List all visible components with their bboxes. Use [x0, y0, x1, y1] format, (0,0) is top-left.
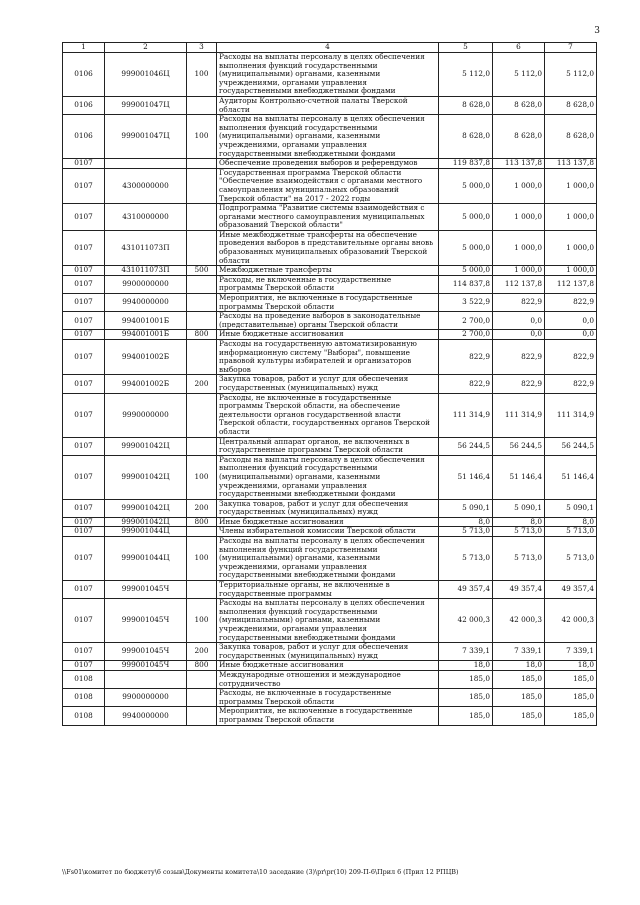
expense-type-cell — [187, 159, 217, 169]
table-row — [63, 294, 597, 312]
table-row — [63, 312, 597, 330]
table-row — [63, 53, 597, 97]
expense-type-cell: 200 — [187, 375, 217, 393]
amount-col6-cell: 1 000,0 — [493, 204, 545, 231]
expense-type-cell: 100 — [187, 115, 217, 159]
target-article-cell: 4300000000 — [105, 168, 187, 203]
table-row — [63, 375, 597, 393]
amount-col7-cell: 1 000,0 — [545, 230, 597, 265]
target-article-cell: 999001044Ц — [105, 527, 187, 537]
target-article-cell: 9900000000 — [105, 275, 187, 293]
amount-col6-cell: 111 314,9 — [493, 393, 545, 437]
amount-col5-cell: 5 090,1 — [439, 499, 493, 517]
amount-col7-cell: 111 314,9 — [545, 393, 597, 437]
target-article-cell: 9990000000 — [105, 393, 187, 437]
expense-type-cell: 100 — [187, 537, 217, 581]
amount-col5-cell: 2 700,0 — [439, 312, 493, 330]
amount-col6-cell: 1 000,0 — [493, 230, 545, 265]
item-name-cell: Территориальные органы, не включенные в государственные программы — [217, 581, 439, 599]
target-article-cell — [105, 159, 187, 169]
section-code-cell: 0107 — [63, 312, 105, 330]
section-code-cell: 0107 — [63, 499, 105, 517]
amount-col7-cell: 185,0 — [545, 707, 597, 725]
table-row — [63, 330, 597, 340]
expense-type-cell — [187, 437, 217, 455]
item-name-cell: Мероприятия, не включенные в государственные программы Тверской области — [217, 294, 439, 312]
item-name-cell: Расходы на проведение выборов в законодательные (представительные) органы Тверской области — [217, 312, 439, 330]
amount-col7-cell: 185,0 — [545, 670, 597, 688]
table-row — [63, 517, 597, 527]
section-code-cell: 0107 — [63, 527, 105, 537]
section-code-cell: 0106 — [63, 53, 105, 97]
table-row — [63, 393, 597, 437]
item-name-cell: Подпрограмма "Развитие системы взаимодействия с органами местного самоуправления муниципальных образований Тверской области" — [217, 204, 439, 231]
table-row — [63, 689, 597, 707]
expense-type-cell: 200 — [187, 499, 217, 517]
amount-col5-cell: 114 837,8 — [439, 275, 493, 293]
expense-type-cell — [187, 204, 217, 231]
section-code-cell: 0107 — [63, 455, 105, 499]
item-name-cell: Расходы, не включенные в государственные программы Тверской области — [217, 275, 439, 293]
amount-col5-cell: 5 000,0 — [439, 168, 493, 203]
target-article-cell: 994001002Б — [105, 340, 187, 375]
amount-col6-cell: 0,0 — [493, 330, 545, 340]
item-name-cell: Расходы на выплаты персоналу в целях обеспечения выполнения функций государственными (муниципальными) органами, казенными учреждениями, органами управления государственными внебюджетными фондами — [217, 115, 439, 159]
target-article-cell — [105, 670, 187, 688]
amount-col5-cell: 5 000,0 — [439, 230, 493, 265]
section-code-cell: 0107 — [63, 599, 105, 643]
target-article-cell: 9940000000 — [105, 294, 187, 312]
item-name-cell: Члены избирательной комиссии Тверской области — [217, 527, 439, 537]
section-code-cell: 0108 — [63, 689, 105, 707]
expense-type-cell — [187, 312, 217, 330]
amount-col5-cell: 7 339,1 — [439, 643, 493, 661]
expense-type-cell: 800 — [187, 661, 217, 671]
amount-col6-cell: 822,9 — [493, 294, 545, 312]
section-code-cell: 0107 — [63, 581, 105, 599]
target-article-cell: 999001047Ц — [105, 115, 187, 159]
expense-type-cell: 800 — [187, 517, 217, 527]
section-code-cell: 0107 — [63, 517, 105, 527]
amount-col6-cell: 185,0 — [493, 707, 545, 725]
table-row — [63, 340, 597, 375]
amount-col5-cell: 8 628,0 — [439, 115, 493, 159]
table-row — [63, 275, 597, 293]
target-article-cell: 9940000000 — [105, 707, 187, 725]
amount-col5-cell: 822,9 — [439, 340, 493, 375]
item-name-cell: Расходы на выплаты персоналу в целях обеспечения выполнения функций государственными (муниципальными) органами, казенными учреждениями, органами управления государственными внебюджетными фондами — [217, 599, 439, 643]
item-name-cell: Расходы на выплаты персоналу в целях обеспечения выполнения функций государственными (муниципальными) органами, казенными учреждениями, органами управления государственными внебюджетными фондами — [217, 455, 439, 499]
amount-col5-cell: 3 522,9 — [439, 294, 493, 312]
item-name-cell: Государственная программа Тверской области "Обеспечение взаимодействия с органами местного самоуправления муниципальных образований Тверской области" на 2017 - 2022 годы — [217, 168, 439, 203]
section-code-cell: 0107 — [63, 275, 105, 293]
expense-type-cell — [187, 707, 217, 725]
table-row — [63, 159, 597, 169]
item-name-cell: Центральный аппарат органов, не включенных в государственные программы Тверской области — [217, 437, 439, 455]
footer-file-path: \\Fs01\комитет по бюджету\6 созыв\Документы комитета\10 заседание (3)\pr\pr(10) 209-П-6\Прил 6 (Прил 12 РПЦВ) — [62, 868, 459, 876]
amount-col7-cell: 42 000,3 — [545, 599, 597, 643]
expense-type-cell: 100 — [187, 599, 217, 643]
table-row — [63, 707, 597, 725]
amount-col7-cell: 822,9 — [545, 340, 597, 375]
amount-col5-cell: 5 713,0 — [439, 537, 493, 581]
amount-col5-cell: 111 314,9 — [439, 393, 493, 437]
table-row — [63, 204, 597, 231]
item-name-cell: Расходы, не включенные в государственные программы Тверской области, на обеспечение деятельности органов государственной власти Тверской области, государственных органов Тверской области — [217, 393, 439, 437]
section-code-cell: 0107 — [63, 204, 105, 231]
table-row — [63, 537, 597, 581]
amount-col7-cell: 0,0 — [545, 330, 597, 340]
expense-type-cell — [187, 393, 217, 437]
target-article-cell: 431011073П — [105, 266, 187, 276]
amount-col6-cell: 8,0 — [493, 517, 545, 527]
table-row — [63, 266, 597, 276]
section-code-cell: 0107 — [63, 330, 105, 340]
section-code-cell: 0107 — [63, 661, 105, 671]
section-code-cell: 0107 — [63, 375, 105, 393]
amount-col7-cell: 8,0 — [545, 517, 597, 527]
amount-col5-cell: 2 700,0 — [439, 330, 493, 340]
amount-col7-cell: 822,9 — [545, 375, 597, 393]
expense-type-cell — [187, 168, 217, 203]
expense-type-cell — [187, 294, 217, 312]
item-name-cell: Мероприятия, не включенные в государственные программы Тверской области — [217, 707, 439, 725]
amount-col7-cell: 5 713,0 — [545, 537, 597, 581]
table-row — [63, 168, 597, 203]
amount-col6-cell: 1 000,0 — [493, 266, 545, 276]
target-article-cell: 994001002Б — [105, 375, 187, 393]
item-name-cell: Международные отношения и международное сотрудничество — [217, 670, 439, 688]
table-row — [63, 230, 597, 265]
section-code-cell: 0107 — [63, 437, 105, 455]
target-article-cell: 999001045Ч — [105, 599, 187, 643]
amount-col7-cell: 185,0 — [545, 689, 597, 707]
amount-col7-cell: 113 137,8 — [545, 159, 597, 169]
expense-type-cell: 200 — [187, 643, 217, 661]
amount-col6-cell: 18,0 — [493, 661, 545, 671]
amount-col6-cell: 5 090,1 — [493, 499, 545, 517]
item-name-cell: Иные бюджетные ассигнования — [217, 661, 439, 671]
section-code-cell: 0107 — [63, 340, 105, 375]
item-name-cell: Закупка товаров, работ и услуг для обеспечения государственных (муниципальных) нужд — [217, 643, 439, 661]
table-row — [63, 455, 597, 499]
section-code-cell: 0107 — [63, 643, 105, 661]
amount-col6-cell: 49 357,4 — [493, 581, 545, 599]
table-row — [63, 499, 597, 517]
item-name-cell: Расходы на государственную автоматизированную информационную систему "Выборы", повышение правовой культуры избирателей и организаторов выборов — [217, 340, 439, 375]
amount-col7-cell: 1 000,0 — [545, 204, 597, 231]
amount-col5-cell: 49 357,4 — [439, 581, 493, 599]
header-row — [63, 43, 597, 53]
target-article-cell: 999001044Ц — [105, 537, 187, 581]
amount-col7-cell: 822,9 — [545, 294, 597, 312]
amount-col5-cell: 56 244,5 — [439, 437, 493, 455]
amount-col5-cell: 185,0 — [439, 670, 493, 688]
amount-col7-cell: 8 628,0 — [545, 96, 597, 114]
amount-col5-cell: 8 628,0 — [439, 96, 493, 114]
amount-col5-cell: 119 837,8 — [439, 159, 493, 169]
amount-col5-cell: 822,9 — [439, 375, 493, 393]
amount-col6-cell: 42 000,3 — [493, 599, 545, 643]
amount-col6-cell: 822,9 — [493, 340, 545, 375]
table-row — [63, 96, 597, 114]
amount-col5-cell: 42 000,3 — [439, 599, 493, 643]
amount-col7-cell: 56 244,5 — [545, 437, 597, 455]
item-name-cell: Обеспечение проведения выборов и референдумов — [217, 159, 439, 169]
amount-col7-cell: 5 713,0 — [545, 527, 597, 537]
section-code-cell: 0108 — [63, 670, 105, 688]
table-row — [63, 599, 597, 643]
amount-col6-cell: 185,0 — [493, 670, 545, 688]
item-name-cell: Иные межбюджетные трансферты на обеспечение проведения выборов в представительные органы вновь образованных муниципальных образований Тверской области — [217, 230, 439, 265]
table-row — [63, 643, 597, 661]
item-name-cell: Расходы на выплаты персоналу в целях обеспечения выполнения функций государственными (муниципальными) органами, казенными учреждениями, органами управления государственными внебюджетными фондами — [217, 537, 439, 581]
header-col-5: 5 — [439, 43, 493, 53]
amount-col7-cell: 8 628,0 — [545, 115, 597, 159]
target-article-cell: 999001045Ч — [105, 643, 187, 661]
section-code-cell: 0106 — [63, 115, 105, 159]
target-article-cell: 999001045Ч — [105, 661, 187, 671]
target-article-cell: 999001042Ц — [105, 437, 187, 455]
header-col-3: 3 — [187, 43, 217, 53]
target-article-cell: 999001046Ц — [105, 53, 187, 97]
expense-type-cell — [187, 230, 217, 265]
expense-type-cell — [187, 581, 217, 599]
table-row — [63, 661, 597, 671]
expense-type-cell — [187, 527, 217, 537]
amount-col7-cell: 18,0 — [545, 661, 597, 671]
section-code-cell: 0107 — [63, 393, 105, 437]
amount-col5-cell: 5 112,0 — [439, 53, 493, 97]
amount-col7-cell: 0,0 — [545, 312, 597, 330]
amount-col6-cell: 113 137,8 — [493, 159, 545, 169]
target-article-cell: 9900000000 — [105, 689, 187, 707]
amount-col6-cell: 51 146,4 — [493, 455, 545, 499]
table-row — [63, 670, 597, 688]
target-article-cell: 999001042Ц — [105, 455, 187, 499]
amount-col7-cell: 5 112,0 — [545, 53, 597, 97]
amount-col5-cell: 8,0 — [439, 517, 493, 527]
amount-col6-cell: 112 137,8 — [493, 275, 545, 293]
expense-type-cell — [187, 670, 217, 688]
section-code-cell: 0106 — [63, 96, 105, 114]
amount-col6-cell: 8 628,0 — [493, 96, 545, 114]
budget-table — [62, 42, 597, 726]
amount-col5-cell: 185,0 — [439, 689, 493, 707]
expense-type-cell: 100 — [187, 455, 217, 499]
table-body — [63, 53, 597, 726]
item-name-cell: Иные бюджетные ассигнования — [217, 517, 439, 527]
amount-col6-cell: 7 339,1 — [493, 643, 545, 661]
amount-col6-cell: 56 244,5 — [493, 437, 545, 455]
section-code-cell: 0107 — [63, 294, 105, 312]
amount-col6-cell: 5 713,0 — [493, 527, 545, 537]
item-name-cell: Закупка товаров, работ и услуг для обеспечения государственных (муниципальных) нужд — [217, 375, 439, 393]
section-code-cell: 0107 — [63, 159, 105, 169]
amount-col6-cell: 5 112,0 — [493, 53, 545, 97]
item-name-cell: Расходы, не включенные в государственные программы Тверской области — [217, 689, 439, 707]
expense-type-cell — [187, 689, 217, 707]
target-article-cell: 4310000000 — [105, 204, 187, 231]
item-name-cell: Закупка товаров, работ и услуг для обеспечения государственных (муниципальных) нужд — [217, 499, 439, 517]
header-col-2: 2 — [105, 43, 187, 53]
section-code-cell: 0107 — [63, 537, 105, 581]
amount-col5-cell: 18,0 — [439, 661, 493, 671]
section-code-cell: 0107 — [63, 230, 105, 265]
item-name-cell: Аудиторы Контрольно-счетной палаты Тверской области — [217, 96, 439, 114]
amount-col6-cell: 0,0 — [493, 312, 545, 330]
amount-col7-cell: 5 090,1 — [545, 499, 597, 517]
target-article-cell: 999001047Ц — [105, 96, 187, 114]
expense-type-cell — [187, 340, 217, 375]
amount-col6-cell: 185,0 — [493, 689, 545, 707]
section-code-cell: 0108 — [63, 707, 105, 725]
item-name-cell: Расходы на выплаты персоналу в целях обеспечения выполнения функций государственными (муниципальными) органами, казенными учреждениями, органами управления государственными внебюджетными фондами — [217, 53, 439, 97]
item-name-cell: Иные бюджетные ассигнования — [217, 330, 439, 340]
page-number: 3 — [594, 26, 600, 36]
target-article-cell: 994001001Б — [105, 330, 187, 340]
amount-col6-cell: 8 628,0 — [493, 115, 545, 159]
table-row — [63, 527, 597, 537]
item-name-cell: Межбюджетные трансферты — [217, 266, 439, 276]
amount-col5-cell: 5 713,0 — [439, 527, 493, 537]
expense-type-cell: 800 — [187, 330, 217, 340]
expense-type-cell: 100 — [187, 53, 217, 97]
amount-col5-cell: 51 146,4 — [439, 455, 493, 499]
target-article-cell: 999001045Ч — [105, 581, 187, 599]
amount-col7-cell: 112 137,8 — [545, 275, 597, 293]
section-code-cell: 0107 — [63, 168, 105, 203]
expense-type-cell: 500 — [187, 266, 217, 276]
amount-col7-cell: 1 000,0 — [545, 266, 597, 276]
amount-col7-cell: 7 339,1 — [545, 643, 597, 661]
amount-col7-cell: 49 357,4 — [545, 581, 597, 599]
target-article-cell: 999001042Ц — [105, 499, 187, 517]
expense-type-cell — [187, 275, 217, 293]
amount-col7-cell: 1 000,0 — [545, 168, 597, 203]
header-col-1: 1 — [63, 43, 105, 53]
amount-col6-cell: 1 000,0 — [493, 168, 545, 203]
amount-col6-cell: 822,9 — [493, 375, 545, 393]
table-row — [63, 115, 597, 159]
target-article-cell: 431011073П — [105, 230, 187, 265]
amount-col5-cell: 5 000,0 — [439, 266, 493, 276]
amount-col5-cell: 5 000,0 — [439, 204, 493, 231]
amount-col7-cell: 51 146,4 — [545, 455, 597, 499]
section-code-cell: 0107 — [63, 266, 105, 276]
header-col-7: 7 — [545, 43, 597, 53]
target-article-cell: 994001001Б — [105, 312, 187, 330]
expense-type-cell — [187, 96, 217, 114]
table-row — [63, 437, 597, 455]
amount-col6-cell: 5 713,0 — [493, 537, 545, 581]
header-col-6: 6 — [493, 43, 545, 53]
header-col-4: 4 — [217, 43, 439, 53]
target-article-cell: 999001042Ц — [105, 517, 187, 527]
amount-col5-cell: 185,0 — [439, 707, 493, 725]
table-row — [63, 581, 597, 599]
